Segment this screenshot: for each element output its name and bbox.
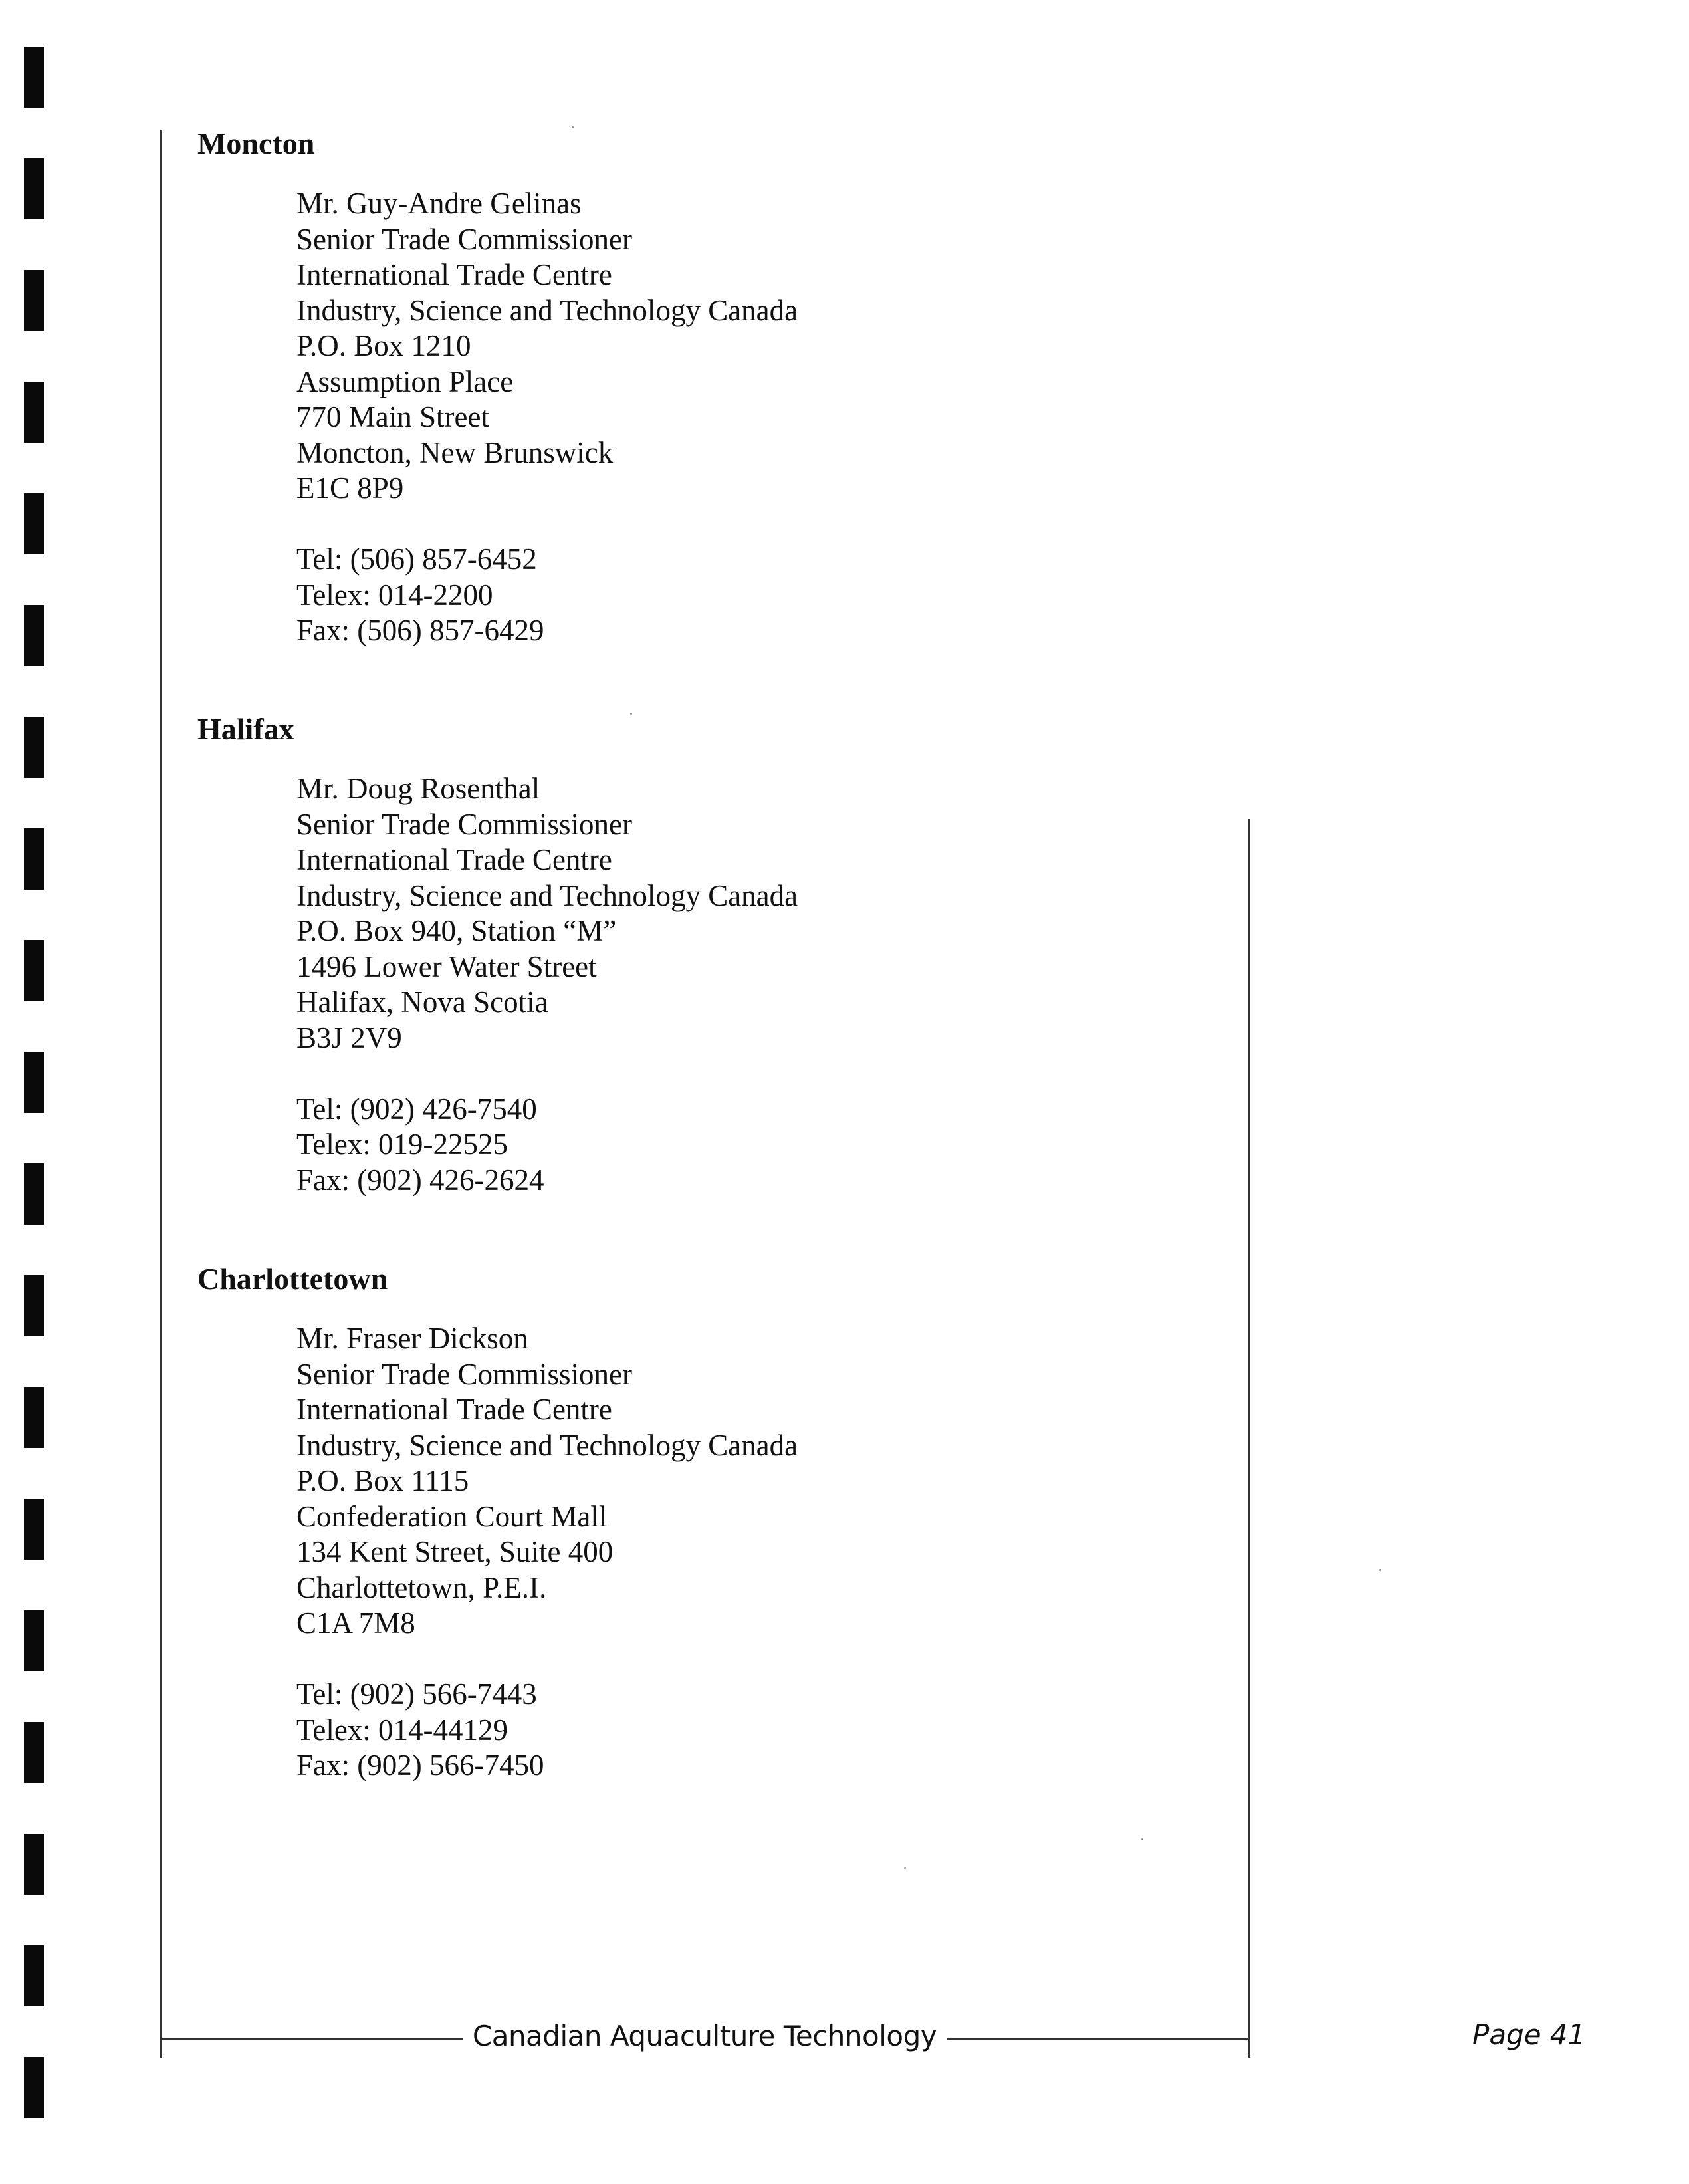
binder-mark: [24, 828, 44, 890]
contact-fax: Fax: (902) 426-2624: [296, 1163, 544, 1197]
frame-right-rule: [1248, 819, 1250, 2058]
binder-mark: [24, 47, 44, 108]
contact-telex: Telex: 014-2200: [296, 578, 493, 612]
contact-po-box: P.O. Box 1210: [296, 329, 471, 362]
binder-mark: [24, 1945, 44, 2006]
contact-street: 770 Main Street: [296, 400, 489, 433]
footer-title: Canadian Aquaculture Technology: [472, 2020, 937, 2052]
scan-speck: [572, 126, 574, 128]
scan-speck: [1141, 1838, 1143, 1840]
contact-telex: Telex: 014-44129: [296, 1713, 508, 1747]
binder-mark: [24, 1834, 44, 1895]
contact-name: Mr. Fraser Dickson: [296, 1322, 528, 1355]
contact-city: Moncton, New Brunswick: [296, 435, 614, 469]
contact-title: Senior Trade Commissioner: [296, 222, 633, 256]
contact-department: Industry, Science and Technology Canada: [296, 1428, 798, 1462]
contact-building: Confederation Court Mall: [296, 1499, 608, 1533]
binder-mark: [24, 493, 44, 554]
contact-po-box: P.O. Box 1115: [296, 1464, 469, 1497]
contact-city: Halifax, Nova Scotia: [296, 985, 548, 1019]
contact-name: Mr. Doug Rosenthal: [296, 772, 540, 805]
binder-mark: [24, 940, 44, 1001]
contact-street: 134 Kent Street, Suite 400: [296, 1535, 614, 1568]
contact-name: Mr. Guy-Andre Gelinas: [296, 187, 582, 220]
office-heading-halifax: Halifax: [197, 712, 294, 746]
contact-tel: Tel: (902) 566-7443: [296, 1677, 537, 1711]
binder-mark: [24, 605, 44, 666]
contact-tel: Tel: (506) 857-6452: [296, 543, 537, 576]
binder-mark: [24, 1499, 44, 1560]
contact-block-halifax: [296, 771, 798, 1198]
binder-mark: [24, 158, 44, 219]
contact-street: 1496 Lower Water Street: [296, 949, 597, 983]
contact-postal-code: E1C 8P9: [296, 471, 404, 505]
office-heading-charlottetown: Charlottetown: [197, 1262, 388, 1296]
binder-mark: [24, 1275, 44, 1336]
scan-speck: [1379, 1569, 1381, 1571]
frame-bottom-rule: [160, 2038, 463, 2040]
binder-mark: [24, 1387, 44, 1448]
contact-title: Senior Trade Commissioner: [296, 807, 633, 841]
contact-organization: International Trade Centre: [296, 258, 612, 291]
contact-organization: International Trade Centre: [296, 843, 612, 876]
contact-city: Charlottetown, P.E.I.: [296, 1570, 547, 1604]
contact-fax: Fax: (902) 566-7450: [296, 1749, 544, 1782]
contact-department: Industry, Science and Technology Canada: [296, 878, 798, 912]
binder-mark: [24, 270, 44, 331]
contact-block-moncton: [296, 186, 798, 649]
contact-postal-code: B3J 2V9: [296, 1021, 402, 1054]
contact-tel: Tel: (902) 426-7540: [296, 1092, 537, 1126]
contact-telex: Telex: 019-22525: [296, 1128, 508, 1161]
contact-building: Assumption Place: [296, 364, 514, 398]
frame-bottom-rule: [947, 2038, 1250, 2040]
contact-po-box: P.O. Box 940, Station “M”: [296, 914, 617, 947]
contact-postal-code: C1A 7M8: [296, 1606, 415, 1639]
binder-mark: [24, 1610, 44, 1671]
contact-title: Senior Trade Commissioner: [296, 1357, 633, 1391]
contact-block-charlottetown: [296, 1321, 798, 1784]
binder-mark: [24, 1052, 44, 1113]
binder-mark: [24, 717, 44, 778]
binder-mark: [24, 1163, 44, 1225]
scan-speck: [630, 713, 632, 715]
page-number: Page 41: [1472, 2018, 1586, 2051]
scan-speck: [904, 1867, 906, 1869]
contact-fax: Fax: (506) 857-6429: [296, 614, 544, 647]
contact-organization: International Trade Centre: [296, 1393, 612, 1426]
binder-mark: [24, 1722, 44, 1783]
contact-department: Industry, Science and Technology Canada: [296, 293, 798, 327]
office-heading-moncton: Moncton: [197, 126, 315, 160]
frame-left-rule: [160, 130, 162, 2058]
binder-mark: [24, 382, 44, 443]
binder-mark: [24, 2057, 44, 2118]
